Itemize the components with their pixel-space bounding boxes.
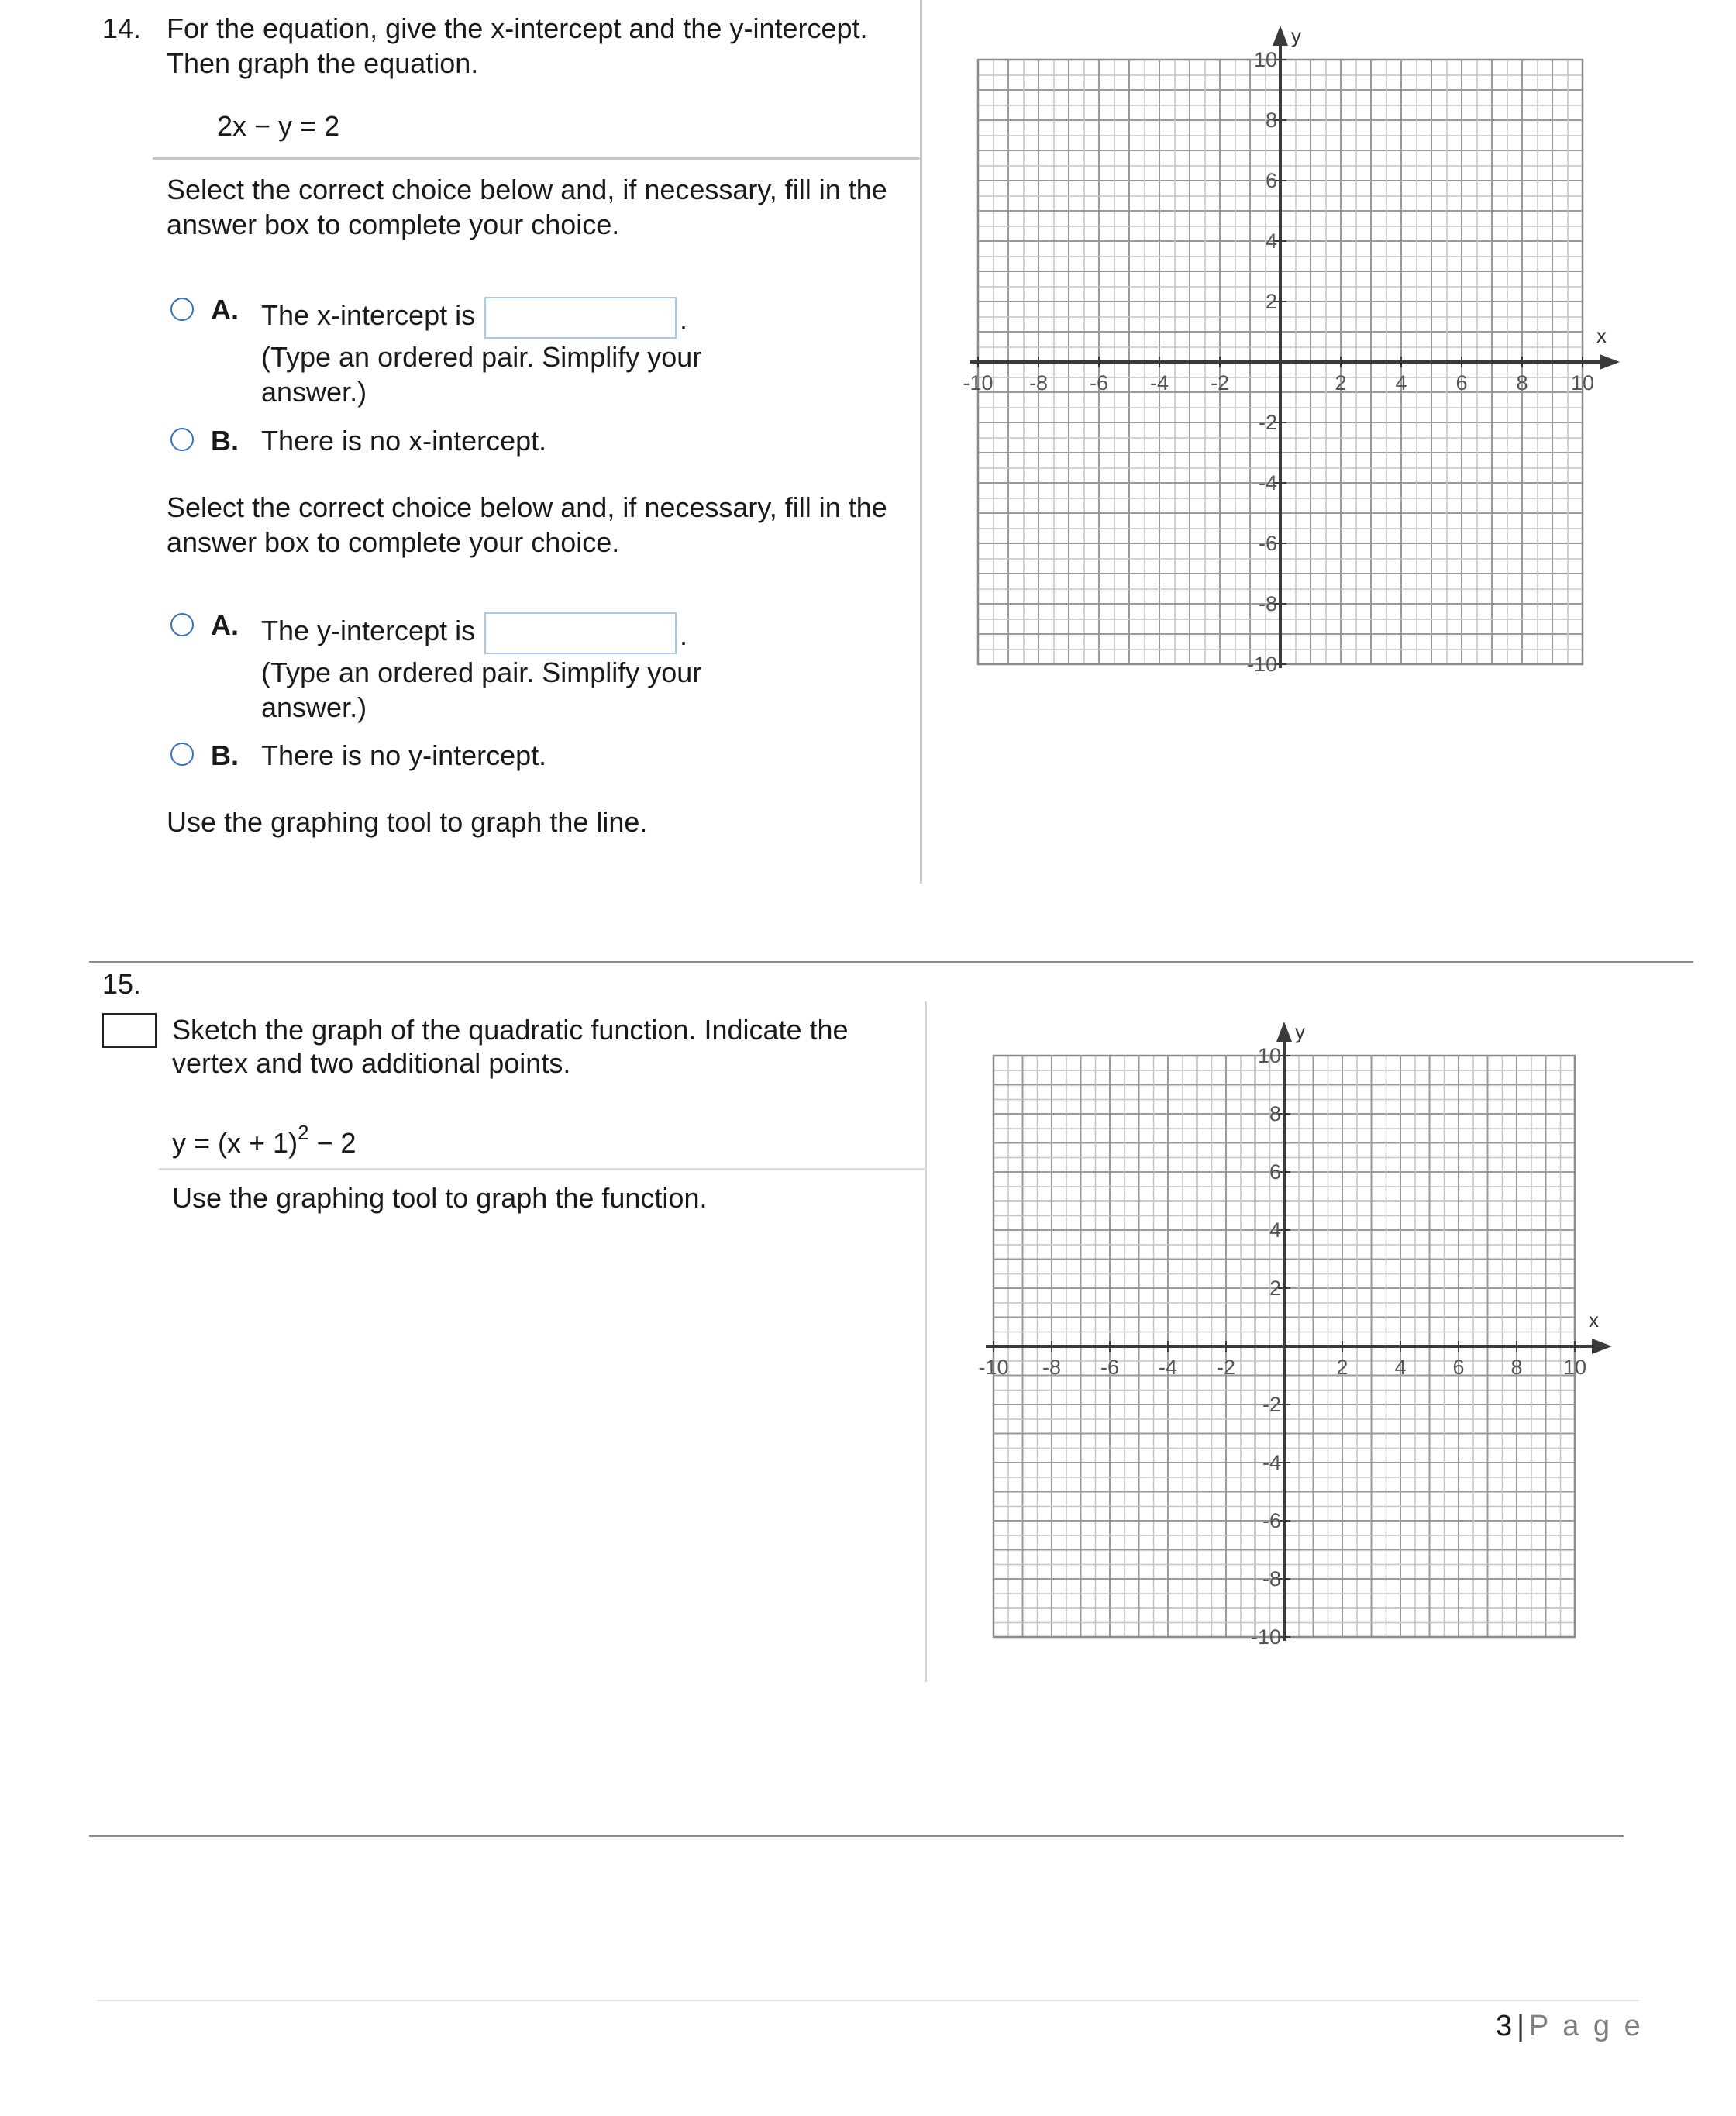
q15-graph-x-tick-label: -10 [978, 1356, 1009, 1379]
q15-number: 15. [102, 968, 142, 1000]
q14-graph-x-tick-label: 10 [1570, 371, 1595, 395]
page-separator: | [1517, 2010, 1525, 2042]
q14-graph-y-tick-label: 4 [1265, 229, 1277, 253]
q15-graph-x-tick-label: 8 [1510, 1356, 1523, 1379]
q14-graph-y-tick-label: -4 [1258, 471, 1277, 495]
q15-graph-x-tick-label: -2 [1216, 1356, 1236, 1379]
q14-graph-y-tick-label: 10 [1253, 48, 1277, 71]
q14-graph-x-tick-label: -10 [963, 371, 994, 395]
x-choice-a-radio[interactable] [170, 298, 194, 321]
page-footer [1496, 2007, 1644, 2045]
q15-graph-y-tick-label: 8 [1269, 1102, 1281, 1125]
q15-graph-y-tick-label: 4 [1269, 1218, 1281, 1242]
q14-graph-y-axis-label: y [1291, 24, 1301, 47]
q15-prompt-line1: Sketch the graph of the quadratic function. Indicate the [172, 1014, 849, 1046]
footer-rule-top [89, 1835, 1624, 1837]
q15-prompt-line2: vertex and two additional points. [172, 1047, 571, 1079]
q15-graph-x-arrow [1592, 1339, 1612, 1354]
q14-instruction-y-line2: answer box to complete your choice. [167, 526, 620, 558]
q14-number: 14. [102, 12, 142, 44]
q14-graph-x-axis-label: x [1596, 324, 1607, 347]
q14-graph-y-tick-label: -8 [1258, 592, 1277, 615]
q15-equation-exponent: 2 [298, 1121, 309, 1144]
q14-instruction-y-line1: Select the correct choice below and, if necessary, fill in the [167, 491, 887, 523]
q14-instruction-x-line2: answer box to complete your choice. [167, 208, 620, 240]
q14-graph-y-tick-label: -6 [1258, 532, 1277, 555]
q15-graph-x-tick-label: 6 [1452, 1356, 1465, 1379]
q15-graph-instruction: Use the graphing tool to graph the function. [172, 1182, 708, 1214]
q15-graph-y-tick-label: -6 [1262, 1509, 1281, 1532]
q15-graph-y-tick-label: -4 [1262, 1451, 1281, 1474]
y-choice-b-letter: B. [211, 739, 239, 771]
q14-graph-x-tick-label: -8 [1028, 371, 1049, 395]
q14-graph-x-tick-label: 4 [1395, 371, 1407, 395]
q15-checkbox[interactable] [102, 1013, 157, 1048]
q15-graph-y-tick-label: 2 [1269, 1277, 1281, 1300]
q14-graph-instruction: Use the graphing tool to graph the line. [167, 806, 648, 838]
q15-graph-x-tick-label: 2 [1336, 1356, 1348, 1379]
q14-graph-y-arrow [1273, 26, 1288, 46]
q15-graph-x-tick-label: 10 [1562, 1356, 1587, 1379]
x-choice-b-text: There is no x-intercept. [261, 425, 547, 457]
q14-divider [153, 157, 920, 160]
y-choice-a-period: . [680, 619, 688, 651]
q14-graph-grid [963, 24, 1620, 676]
q15-graph-grid [978, 1020, 1612, 1649]
y-choice-a-text: The y-intercept is [261, 615, 476, 646]
q14-graph-y-tick-label: 2 [1265, 290, 1277, 313]
q14-graph-x-tick-label: 2 [1335, 371, 1347, 395]
q15-graph-y-tick-label: 6 [1269, 1160, 1281, 1184]
q14-instruction-x-line1: Select the correct choice below and, if necessary, fill in the [167, 174, 887, 205]
q15-column-divider [925, 1001, 927, 1682]
q15-graph-y-arrow [1276, 1022, 1292, 1042]
q14-graph-y-tick-label: -10 [1246, 653, 1277, 676]
q14-graph-y-tick-label: 6 [1265, 169, 1277, 192]
footer-rule-bottom [97, 2000, 1639, 2001]
page-number: 3 [1496, 2010, 1513, 2042]
x-choice-a-period: . [680, 304, 688, 336]
q15-equation [172, 1118, 356, 1160]
y-choice-a-radio[interactable] [170, 613, 194, 636]
y-choice-b-radio[interactable] [170, 743, 194, 766]
x-choice-a-text: The x-intercept is [261, 299, 476, 331]
q15-graph-x-tick-label: 4 [1394, 1356, 1407, 1379]
q15-graph-y-tick-label: -2 [1262, 1393, 1281, 1416]
y-choice-b-text: There is no y-intercept. [261, 739, 547, 771]
q15-equation-tail: − 2 [308, 1127, 356, 1159]
q15-graph-y-tick-label: -8 [1262, 1567, 1281, 1590]
x-choice-a-hint-line2: answer.) [261, 376, 367, 408]
page-word: P a g e [1529, 2010, 1644, 2042]
q14-graph-x-tick-label: -6 [1089, 371, 1109, 395]
q14-graph-y-tick-label: 8 [1265, 109, 1277, 132]
q15-equation-base: y = (x + 1) [172, 1127, 298, 1159]
q15-graph-y-tick-label: -10 [1250, 1625, 1281, 1649]
q15-graph-x-tick-label: -8 [1042, 1356, 1062, 1379]
q15-graph-x-tick-label: -6 [1100, 1356, 1120, 1379]
y-choice-a-hint-line2: answer.) [261, 691, 367, 723]
q15-divider [159, 1168, 926, 1170]
q14-graph-x-tick-label: -4 [1149, 371, 1169, 395]
y-choice-a-letter: A. [211, 609, 239, 641]
x-choice-b-letter: B. [211, 425, 239, 457]
q14-equation: 2x − y = 2 [217, 110, 340, 142]
q15-graph-x-axis-label: x [1589, 1308, 1599, 1332]
q14-prompt-line2: Then graph the equation. [167, 47, 479, 79]
q14-graph-x-tick-label: 8 [1516, 371, 1528, 395]
q14-graph-x-arrow [1600, 354, 1620, 370]
q15-graph-y-tick-label: 10 [1257, 1044, 1281, 1067]
q14-graph-y-tick-label: -2 [1258, 411, 1277, 434]
q14-column-divider [920, 0, 922, 884]
q14-graph-x-tick-label: 6 [1455, 371, 1468, 395]
x-choice-a-letter: A. [211, 294, 239, 326]
q15-graph-y-axis-label: y [1295, 1020, 1305, 1043]
q14-prompt-line1: For the equation, give the x-intercept and the y-intercept. [167, 12, 868, 44]
q14-graph[interactable] [961, 16, 1643, 682]
section-separator [89, 961, 1693, 963]
y-intercept-input[interactable] [484, 612, 677, 654]
q15-graph-x-tick-label: -4 [1158, 1356, 1178, 1379]
y-choice-a-hint-line1: (Type an ordered pair. Simplify your [261, 657, 702, 688]
x-choice-b-radio[interactable] [170, 428, 194, 451]
q14-graph-x-tick-label: -2 [1210, 371, 1230, 395]
q15-graph[interactable] [965, 1008, 1647, 1651]
x-choice-a-hint-line1: (Type an ordered pair. Simplify your [261, 341, 702, 373]
x-intercept-input[interactable] [484, 297, 677, 339]
